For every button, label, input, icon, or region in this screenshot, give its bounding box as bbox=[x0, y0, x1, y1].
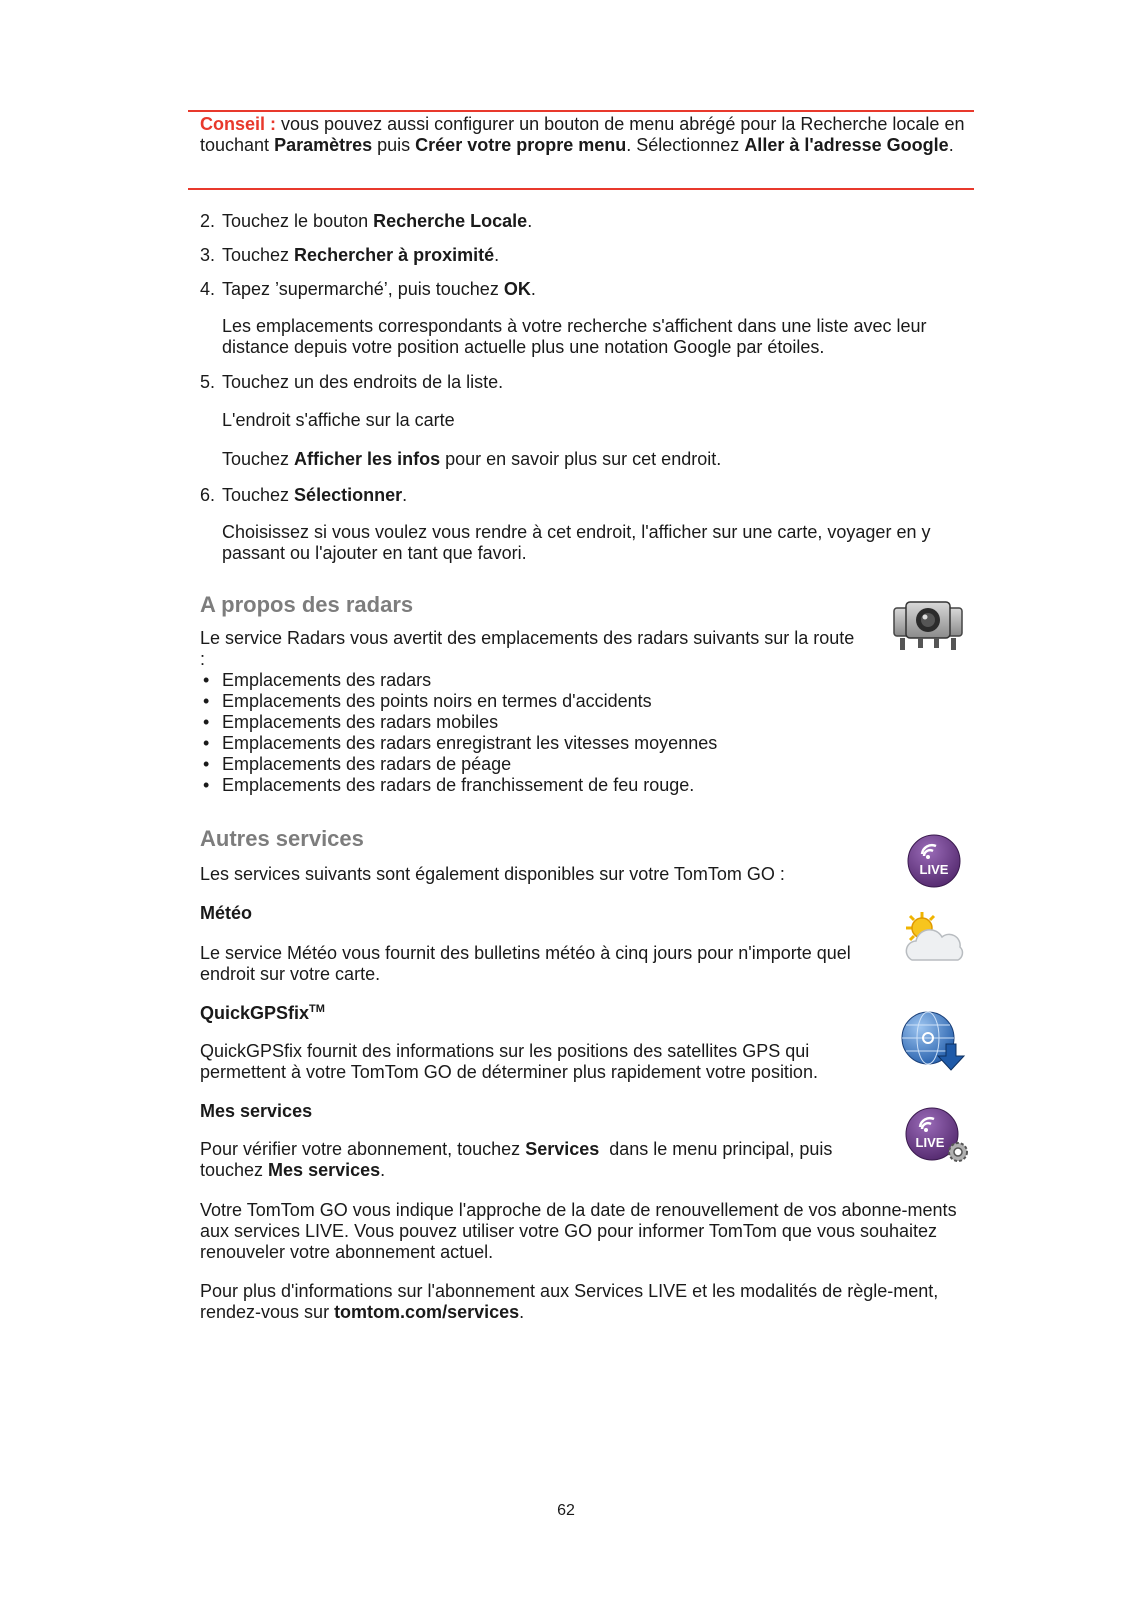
step-bold: OK bbox=[503, 279, 531, 299]
step-end: . bbox=[530, 279, 536, 299]
list-item bbox=[200, 754, 900, 775]
list-item bbox=[200, 670, 900, 691]
step-text: Touchez un des endroits de la liste. bbox=[222, 372, 504, 392]
tip-bottom-rule bbox=[188, 188, 974, 190]
list-item-text: Emplacements des radars bbox=[222, 670, 432, 690]
renewal-paragraph: Votre TomTom GO vous indique l'approche de la date de renouvellement de vos abonne-ments aux services LIVE. Vous pouvez utiliser votre GO pour informer TomTom que vous souhaitez renouveler votre abonnement actuel. bbox=[200, 1200, 957, 1262]
list-item bbox=[200, 733, 900, 754]
step-4 bbox=[200, 279, 960, 300]
mes-text: Pour vérifier votre abonnement, touchez bbox=[200, 1139, 526, 1159]
tip-box bbox=[200, 114, 966, 156]
quickgpsfix-title bbox=[200, 1003, 325, 1024]
step-text: Touchez bbox=[222, 245, 295, 265]
step-6-note: Choisissez si vous voulez vous rendre à cet endroit, l'afficher sur une carte, voyager en y passant ou l'ajouter en tant que favori. bbox=[222, 522, 931, 563]
live-badge-text: LIVE bbox=[919, 862, 949, 877]
gps-title-text: QuickGPSfix bbox=[200, 1003, 310, 1023]
bullet: • bbox=[203, 775, 210, 795]
note-text: pour en savoir plus sur cet endroit. bbox=[440, 449, 722, 469]
radars-heading: A propos des radars bbox=[200, 592, 414, 617]
meteo-title: Météo bbox=[200, 903, 253, 923]
bullet: • bbox=[203, 754, 210, 774]
my-services-icon bbox=[904, 1106, 970, 1166]
bullet: • bbox=[203, 670, 210, 690]
tip-top-rule bbox=[188, 110, 974, 112]
tip-text: . Sélectionnez bbox=[626, 135, 745, 155]
step-end: . bbox=[402, 485, 408, 505]
step-5-note-1: L'endroit s'affiche sur la carte bbox=[222, 410, 455, 430]
tip-bold-aller-adresse: Aller à l'adresse Google bbox=[744, 135, 949, 155]
step-text: Touchez le bouton bbox=[222, 211, 374, 231]
list-item bbox=[200, 712, 900, 733]
note-bold: Afficher les infos bbox=[294, 449, 441, 469]
mes-services-text bbox=[200, 1139, 890, 1181]
step-3 bbox=[200, 245, 960, 266]
quickgpsfix-icon bbox=[898, 1010, 970, 1072]
step-5 bbox=[200, 372, 960, 393]
list-item-text: Emplacements des radars enregistrant les vitesses moyennes bbox=[222, 733, 718, 753]
step-end: . bbox=[527, 211, 533, 231]
quickgpsfix-text: QuickGPSfix fournit des informations sur les positions des satellites GPS qui permettent à votre TomTom GO de déterminer plus rapidement votre position. bbox=[200, 1041, 818, 1082]
mes-bold-services: Services bbox=[525, 1139, 600, 1159]
list-item-text: Emplacements des points noirs en termes d'accidents bbox=[222, 691, 652, 711]
mes-bold-mes-services: Mes services bbox=[268, 1160, 381, 1180]
radars-list bbox=[200, 670, 900, 796]
list-item bbox=[200, 691, 900, 712]
trademark: TM bbox=[309, 1003, 325, 1015]
step-bold: Rechercher à proximité bbox=[294, 245, 495, 265]
list-item-text: Emplacements des radars mobiles bbox=[222, 712, 499, 732]
step-number: 4. bbox=[200, 279, 216, 299]
bullet: • bbox=[203, 691, 210, 711]
bullet: • bbox=[203, 733, 210, 753]
meteo-text: Le service Météo vous fournit des bulletins météo à cinq jours pour n'importe quel endroit sur votre carte. bbox=[200, 943, 851, 984]
tip-bold-creer-menu: Créer votre propre menu bbox=[415, 135, 627, 155]
tip-text: puis bbox=[372, 135, 416, 155]
step-6 bbox=[200, 485, 960, 506]
step-bold: Sélectionner bbox=[294, 485, 403, 505]
tip-text: . bbox=[948, 135, 954, 155]
more-info-paragraph bbox=[200, 1281, 980, 1323]
step-text: Tapez ’supermarché’, puis touchez bbox=[222, 279, 504, 299]
radars-intro: Le service Radars vous avertit des emplacements des radars suivants sur la route : bbox=[200, 628, 855, 669]
tip-bold-parametres: Paramètres bbox=[274, 135, 373, 155]
list-item bbox=[200, 775, 900, 796]
step-bold: Recherche Locale bbox=[373, 211, 528, 231]
bullet: • bbox=[203, 712, 210, 732]
list-item-text: Emplacements des radars de péage bbox=[222, 754, 512, 774]
step-text: Touchez bbox=[222, 485, 295, 505]
live-services-icon bbox=[906, 832, 962, 890]
mes-text: dans le menu principal, puis touchez bbox=[200, 1139, 838, 1180]
tip-label: Conseil : bbox=[200, 114, 277, 134]
weather-icon bbox=[898, 910, 970, 972]
mes-text: . bbox=[380, 1160, 386, 1180]
step-number: 6. bbox=[200, 485, 216, 505]
step-number: 3. bbox=[200, 245, 216, 265]
more-text: . bbox=[519, 1302, 525, 1322]
tip-text: vous pouvez aussi configurer un bouton de menu abrégé pour la Recherche locale en touchant bbox=[200, 114, 965, 155]
more-text: Pour plus d'informations sur l'abonnement aux Services LIVE et les modalités de règle-ment, rendez-vous sur bbox=[200, 1281, 939, 1322]
step-end: . bbox=[494, 245, 500, 265]
live-badge-text: LIVE bbox=[915, 1135, 945, 1150]
note-text: Touchez bbox=[222, 449, 295, 469]
tomtom-services-link[interactable]: tomtom.com/services bbox=[334, 1302, 520, 1322]
step-5-note-2 bbox=[222, 449, 974, 470]
mes-services-title: Mes services bbox=[200, 1101, 313, 1121]
services-heading: Autres services bbox=[200, 826, 364, 851]
list-item-text: Emplacements des radars de franchissement de feu rouge. bbox=[222, 775, 695, 795]
step-2 bbox=[200, 211, 960, 232]
step-number: 5. bbox=[200, 372, 216, 392]
step-number: 2. bbox=[200, 211, 216, 231]
services-intro: Les services suivants sont également disponibles sur votre TomTom GO : bbox=[200, 864, 785, 884]
page-number: 62 bbox=[557, 1502, 575, 1519]
step-4-note: Les emplacements correspondants à votre recherche s'affichent dans une liste avec leur distance depuis votre position actuelle plus une notation Google par étoiles. bbox=[222, 316, 927, 357]
speed-camera-icon bbox=[890, 598, 966, 654]
